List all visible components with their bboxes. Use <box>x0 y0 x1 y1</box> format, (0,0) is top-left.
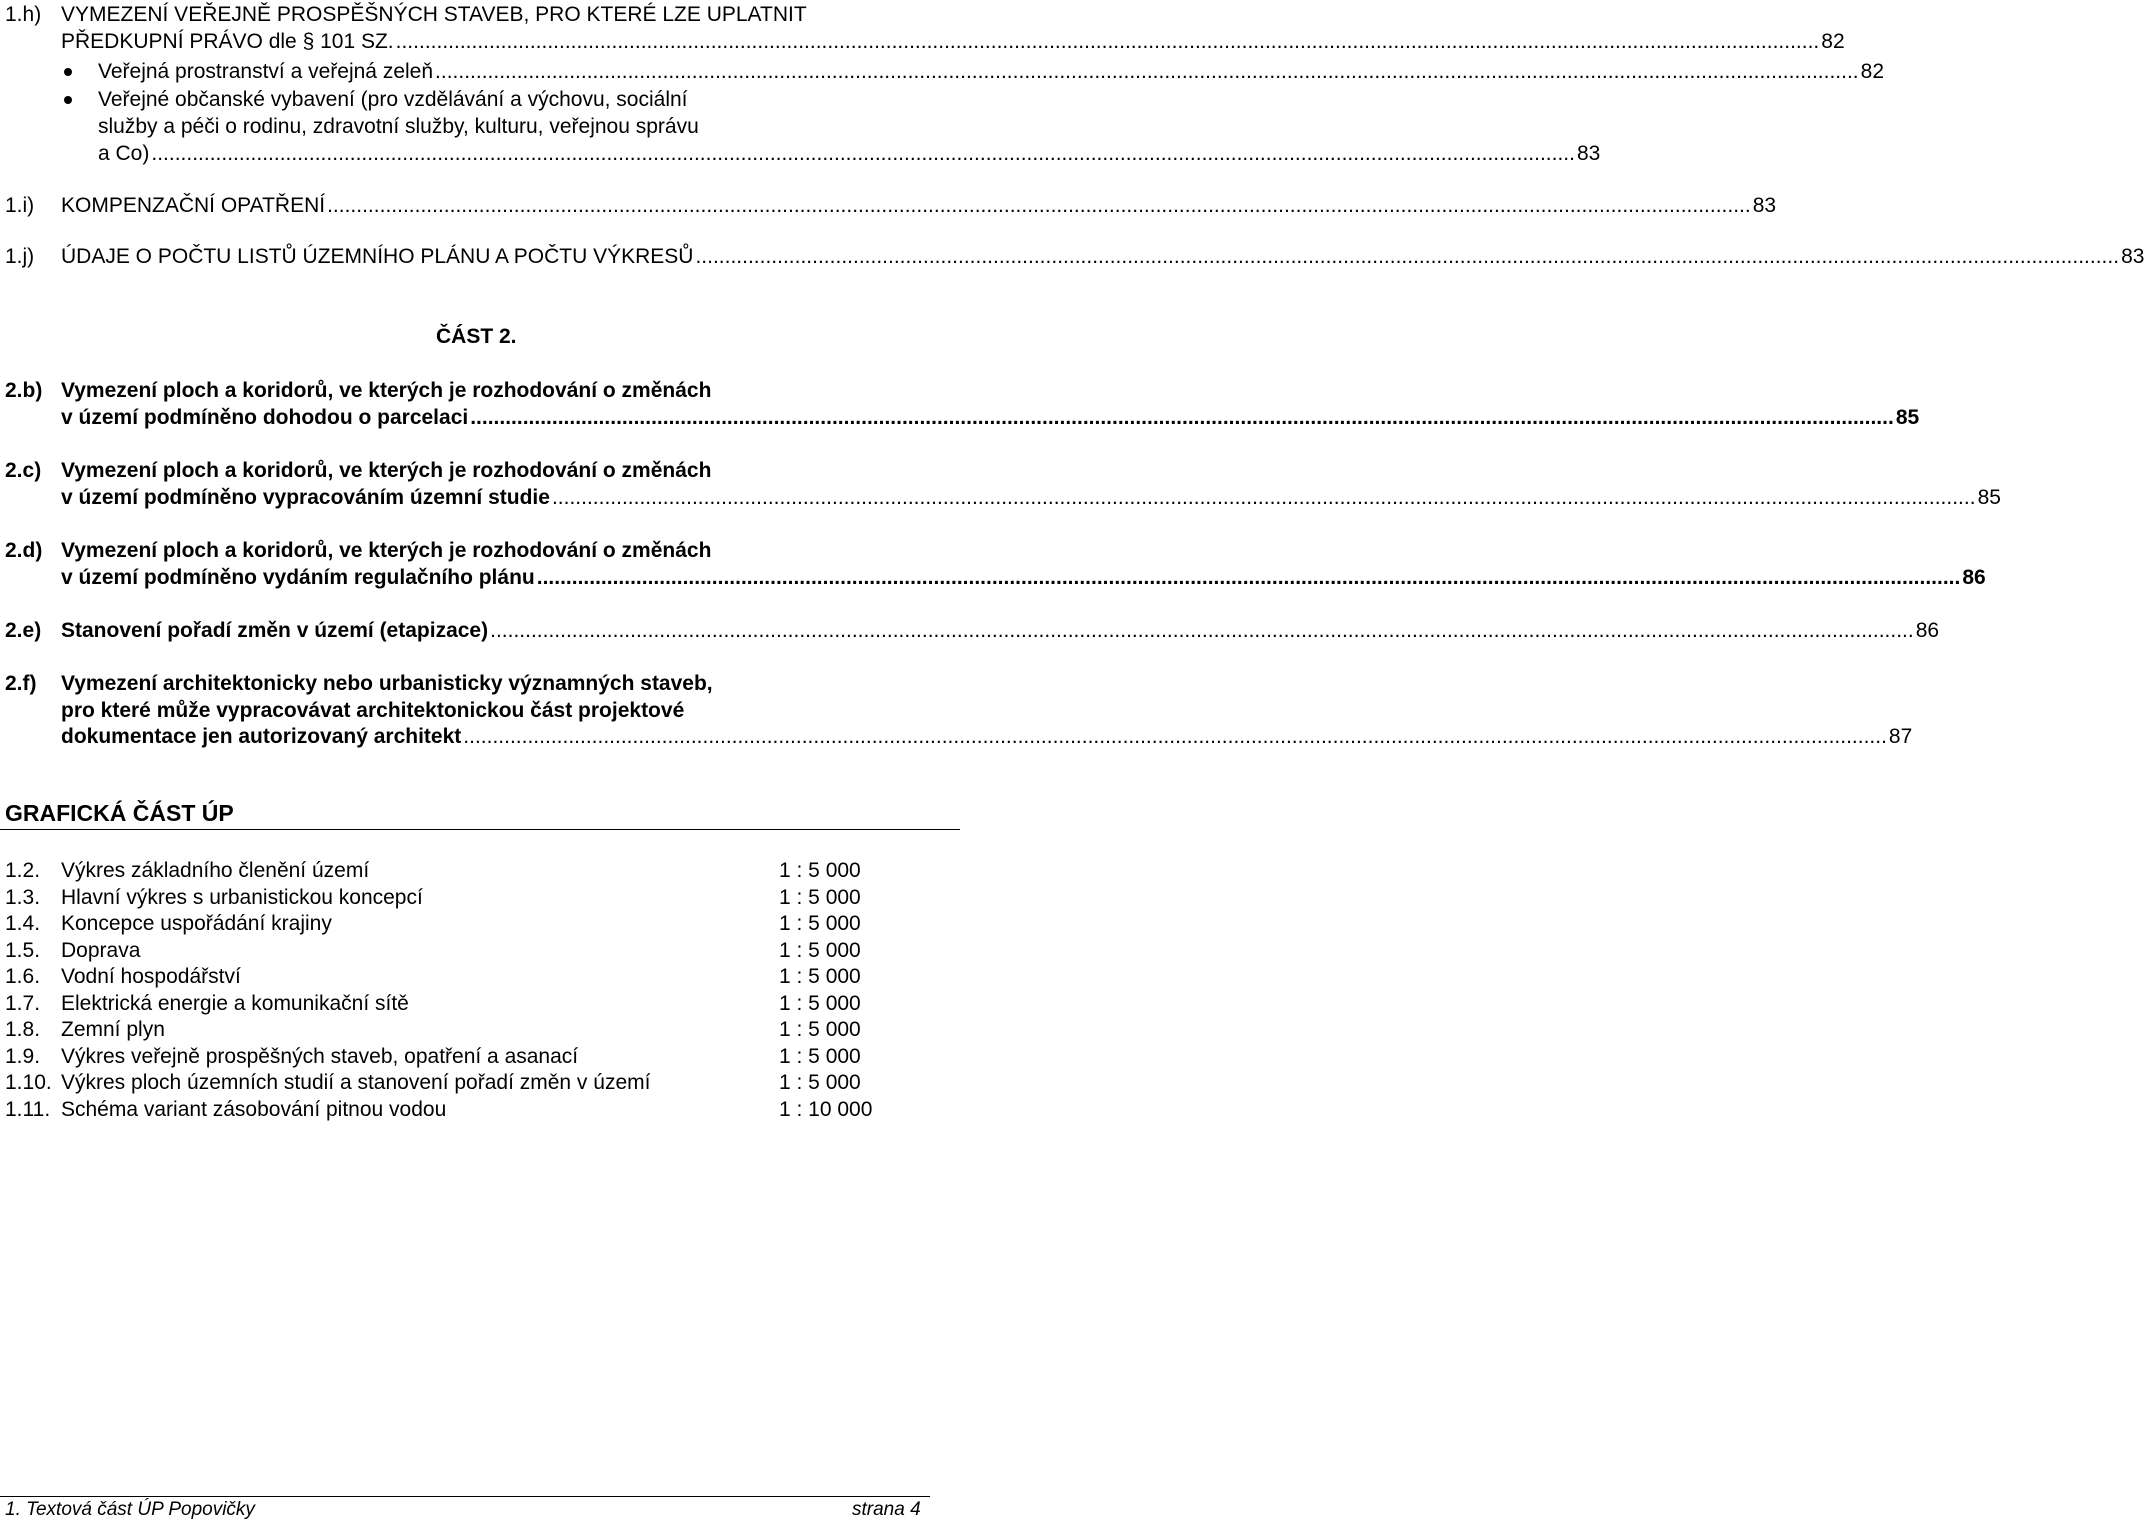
drawing-scale: 1 : 5 000 <box>779 912 861 935</box>
toc-text: dokumentace jen autorizovaný architekt <box>61 725 462 748</box>
toc-number: 2.d) <box>5 539 43 562</box>
drawing-code: 1.11. <box>5 1098 51 1121</box>
drawing-scale: 1 : 5 000 <box>779 965 861 988</box>
toc-text: Veřejné občanské vybavení (pro vzdělávání a výchovu, sociální <box>98 88 688 111</box>
drawing-scale: 1 : 5 000 <box>779 939 861 962</box>
toc-page-number: 83 <box>2121 245 2144 268</box>
drawing-name: Výkres ploch územních studií a stanovení pořadí změn v území <box>61 1071 651 1094</box>
toc-text: ÚDAJE O POČTU LISTŮ ÚZEMNÍHO PLÁNU A POČTU VÝKRESŮ <box>61 245 694 268</box>
toc-text: Vymezení ploch a koridorů, ve kterých je rozhodování o změnách <box>61 459 712 482</box>
drawing-code: 1.3. <box>5 886 41 909</box>
leader-dots <box>550 484 1978 511</box>
toc-text: a Co) <box>98 142 150 165</box>
toc-text: v území podmíněno vypracováním územní studie <box>61 486 550 509</box>
toc-page-number: 83 <box>1576 142 1601 165</box>
drawing-name: Výkres veřejně prospěšných staveb, opatření a asanací <box>61 1045 579 1068</box>
drawing-code: 1.10. <box>5 1071 52 1094</box>
drawing-name: Zemní plyn <box>61 1018 165 1041</box>
toc-page-number: 85 <box>1977 486 2001 509</box>
drawing-code: 1.2. <box>5 859 41 882</box>
drawing-code: 1.7. <box>5 992 41 1015</box>
toc-page-number: 86 <box>1915 619 1940 642</box>
toc-number: 2.b) <box>5 379 43 402</box>
bullet-icon <box>64 96 72 104</box>
toc-text: v území podmíněno dohodou o parcelaci <box>61 406 469 429</box>
leader-dots <box>433 58 1861 85</box>
drawing-scale: 1 : 5 000 <box>779 886 861 909</box>
footer-divider <box>0 1496 930 1497</box>
toc-text: pro které může vypracovávat architektonickou část projektové <box>61 699 685 722</box>
toc-number: 1.h) <box>5 3 42 26</box>
toc-text: VYMEZENÍ VEŘEJNĚ PROSPĚŠNÝCH STAVEB, PRO KTERÉ LZE UPLATNIT <box>61 3 807 26</box>
toc-page-number: 82 <box>1860 60 1885 83</box>
footer-document-title: 1. Textová část ÚP Popovičky <box>5 1499 255 1520</box>
toc-number: 2.e) <box>5 619 42 642</box>
drawing-name: Výkres základního členění území <box>61 859 370 882</box>
drawing-scale: 1 : 5 000 <box>779 1071 861 1094</box>
toc-text: Vymezení architektonicky nebo urbanisticky významných staveb, <box>61 672 713 695</box>
toc-page-number: 83 <box>1752 194 1777 217</box>
drawing-code: 1.4. <box>5 912 41 935</box>
drawing-name: Hlavní výkres s urbanistickou koncepcí <box>61 886 423 909</box>
drawing-name: Schéma variant zásobování pitnou vodou <box>61 1098 447 1121</box>
toc-number: 2.c) <box>5 459 42 482</box>
toc-number: 1.j) <box>5 245 35 268</box>
drawing-code: 1.5. <box>5 939 41 962</box>
toc-page-number: 85 <box>1895 406 1920 429</box>
drawing-name: Vodní hospodářství <box>61 965 241 988</box>
graphic-section-title: GRAFICKÁ ČÁST ÚP <box>5 800 234 826</box>
drawing-scale: 1 : 5 000 <box>779 859 861 882</box>
toc-text: PŘEDKUPNÍ PRÁVO dle § 101 SZ. <box>61 30 394 53</box>
toc-number: 2.f) <box>5 672 37 695</box>
drawing-scale: 1 : 5 000 <box>779 992 861 1015</box>
leader-dots <box>468 404 1896 431</box>
drawing-scale: 1 : 5 000 <box>779 1018 861 1041</box>
leader-dots <box>488 617 1916 644</box>
leader-dots <box>461 723 1889 750</box>
toc-text: služby a péči o rodinu, zdravotní služby, kulturu, veřejnou správu <box>98 115 699 138</box>
drawing-scale: 1 : 10 000 <box>779 1098 873 1121</box>
leader-dots <box>394 28 1822 55</box>
toc-text: Vymezení ploch a koridorů, ve kterých je rozhodování o změnách <box>61 539 712 562</box>
leader-dots <box>693 243 2121 270</box>
section-divider <box>0 829 960 830</box>
bullet-icon <box>64 68 72 76</box>
drawing-name: Koncepce uspořádání krajiny <box>61 912 332 935</box>
drawing-name: Doprava <box>61 939 141 962</box>
drawing-code: 1.6. <box>5 965 41 988</box>
toc-page-number: 82 <box>1821 30 1845 53</box>
toc-page-number: 87 <box>1888 725 1913 748</box>
leader-dots <box>325 192 1753 219</box>
drawing-code: 1.9. <box>5 1045 41 1068</box>
toc-page-number: 86 <box>1962 566 1986 589</box>
drawing-code: 1.8. <box>5 1018 41 1041</box>
toc-text: Vymezení ploch a koridorů, ve kterých je rozhodování o změnách <box>61 379 712 402</box>
leader-dots <box>149 140 1577 167</box>
leader-dots <box>535 564 1963 591</box>
drawing-name: Elektrická energie a komunikační sítě <box>61 992 409 1015</box>
toc-number: 1.i) <box>5 194 35 217</box>
toc-text: v území podmíněno vydáním regulačního plánu <box>61 566 535 589</box>
footer-page-number: strana 4 <box>852 1499 921 1520</box>
toc-text: KOMPENZAČNÍ OPATŘENÍ <box>61 194 326 217</box>
part-title: ČÁST 2. <box>436 325 517 348</box>
drawing-scale: 1 : 5 000 <box>779 1045 861 1068</box>
toc-text: Stanovení pořadí změn v území (etapizace) <box>61 619 489 642</box>
toc-text: Veřejná prostranství a veřejná zeleň <box>98 60 434 83</box>
